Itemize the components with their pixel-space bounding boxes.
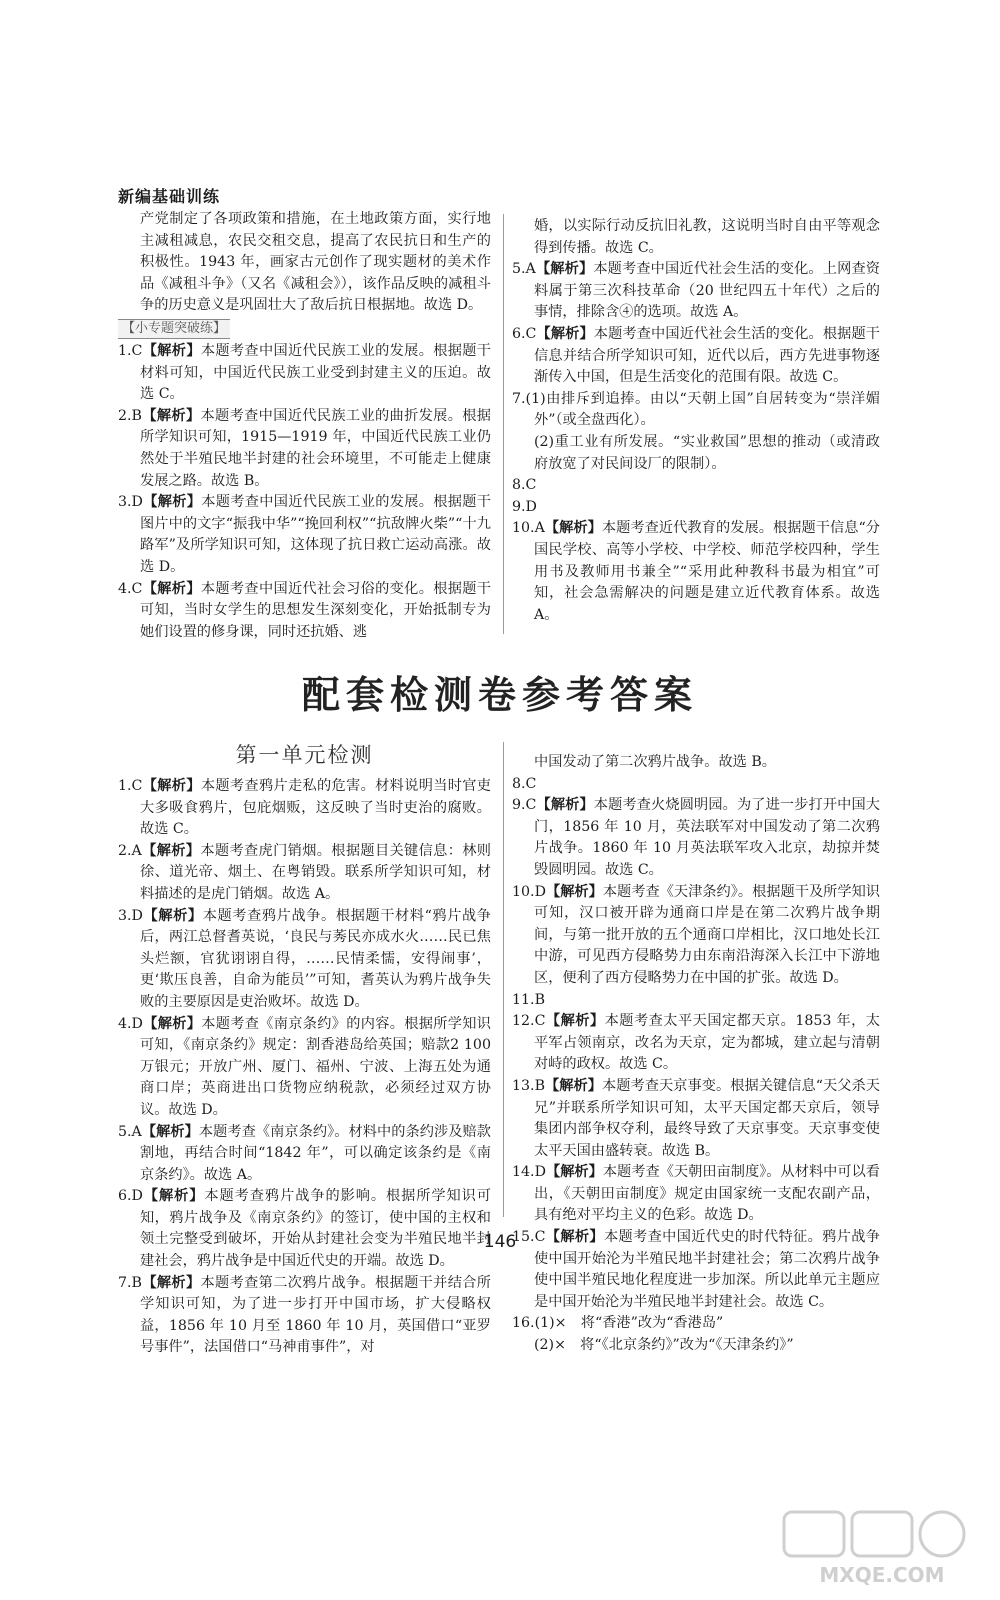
answer-continuation xyxy=(512,432,880,475)
answer-text: 本题考查虎门销烟。根据题目关键信息：林则徐、道光帝、烟土、在粤销毁。联系所学知识可知，材料描述的是虎门销烟。故选 A。 xyxy=(140,842,491,902)
answer-text: 本题考查火烧圆明园。为了进一步打开中国大门，1856 年 10 月，英法联军对中国发动了第二次鸦片战争。1860 年 10 月英法联军攻入北京，劫掠并焚毁圆明园。故选 C。 xyxy=(534,797,880,878)
analysis-tag: 【解析】 xyxy=(142,1015,202,1032)
answer-number: 2.B xyxy=(118,407,142,424)
answer-number: 8.C xyxy=(512,775,537,792)
answer-number: 16. xyxy=(512,1315,535,1332)
analysis-tag: 【解析】 xyxy=(544,520,602,537)
answer-text: 本题考查中国近代社会生活的变化。根据题干信息并结合所学知识可知，近代以后，西方先进事物逐渐传入中国，但是生活变化的范围有限。故选 C。 xyxy=(534,325,880,386)
answer-text: (2)× 将“《北京条约》”改为“《天津条约》” xyxy=(534,1337,794,1354)
answer-item xyxy=(512,475,880,497)
column-divider xyxy=(503,214,504,634)
answer-text: 婚，以实际行动反抗旧礼教，这说明当时自由平等观念得到传播。故选 C。 xyxy=(534,218,880,256)
answer-text: 本题考查第二次鸦片战争。根据题干并结合所学知识可知，为了进一步打开中国市场，扩大侵略权益，1856 年 10 月至 1860 年 10 月，英国借口“亚罗号事件”，法国借口“马神甫事件”，对 xyxy=(140,1274,491,1356)
answer-text: 中国发动了第二次鸦片战争。故选 B。 xyxy=(534,754,776,770)
answer-number: 10.D xyxy=(512,883,546,900)
analysis-tag: 【解析】 xyxy=(545,1229,604,1246)
answer-text: (1)由排斥到追捧。由以“天朝上国”自居转变为“崇洋媚外”（或全盘西化）。 xyxy=(525,390,880,429)
top-right-column xyxy=(512,216,880,626)
answer-item xyxy=(512,1011,880,1076)
answer-item xyxy=(118,906,491,1014)
answer-number: 14.D xyxy=(512,1164,546,1181)
answer-number: 4.C xyxy=(118,580,143,597)
answer-item xyxy=(512,1162,880,1227)
answer-text: 本题考查鸦片战争的影响。根据所学知识可知，鸦片战争及《南京条约》的签订，使中国的主权和领土完整受到破坏，开始从封建社会变为半殖民地半封建社会，鸦片战争是中国近代史的开端。故选 D。 xyxy=(140,1188,491,1270)
analysis-tag: 【解析】 xyxy=(142,494,202,511)
answer-number: 6.C xyxy=(512,325,537,342)
analysis-tag: 【解析】 xyxy=(545,1013,605,1030)
answer-item xyxy=(118,1014,491,1122)
analysis-tag: 【解析】 xyxy=(142,907,203,924)
answer-text: 本题考查中国近代社会习俗的变化。根据题干可知，当时女学生的思想发生深刻变化，开始抵制专为她们设置的修身课，同时还抗婚、逃 xyxy=(140,580,491,640)
answer-item xyxy=(512,389,880,432)
analysis-tag: 【解析】 xyxy=(142,342,201,359)
bottom-left-column xyxy=(118,740,491,1359)
answer-number: 1.C xyxy=(118,778,143,794)
answer-text: 本题考查《南京条约》。材料中的条约涉及赔款割地，再结合时间“1842 年”，可以确定该条约是《南京条约》。故选 A。 xyxy=(140,1123,491,1183)
answer-text: 本题考查鸦片走私的危害。材料说明当时官吏大多吸食鸦片，包庇烟贩，这反映了当时吏治的腐败。故选 C。 xyxy=(140,778,491,838)
answer-number: 13.B xyxy=(512,1077,545,1094)
answer-text: 本题考查太平天国定都天京。1853 年，太平军占领南京，改名为天京，定为都城，建立起与清朝对峙的政权。故选 C。 xyxy=(534,1013,880,1073)
answer-item xyxy=(118,1122,491,1187)
subsection-label: 【小专题突破练】 xyxy=(118,319,230,339)
answer-text: 本题考查《天津条约》。根据题干及所学知识可知，汉口被开辟为通商口岸是在第二次鸦片战争期间，与第一批开放的五个通商口岸相比，汉口地处长江中游，可见西方侵略势力由东南沿海深入长江中下游地区，便利了西方侵略势力在中国的扩张。故选 D。 xyxy=(534,883,880,986)
analysis-tag: 【解析】 xyxy=(545,1077,603,1094)
answer-text: 本题考查天京事变。根据关键信息“天父杀天兄”并联系所学知识可知，太平天国定都天京后，领导集团内部争权夺利，最终导致了天京事变。天京事变使太平天国由盛转衰。故选 B。 xyxy=(534,1077,880,1159)
column-divider-bottom xyxy=(503,742,504,1217)
answer-number: 5.A xyxy=(118,1123,142,1140)
answer-item xyxy=(512,882,880,990)
answer-item xyxy=(512,1313,880,1335)
answer-item xyxy=(118,1186,491,1272)
answer-number: 5.A xyxy=(512,261,536,278)
answer-item xyxy=(512,990,880,1012)
answer-number: 10.A xyxy=(512,520,545,537)
answer-item xyxy=(118,579,491,644)
analysis-tag: 【解析】 xyxy=(141,407,201,424)
answer-text: 本题考查鸦片战争。根据题干材料“鸦片战争后，两江总督耆英说，‘良民与莠民亦成水火……民已焦头烂额，官犹诩诩自得，……民情柔懦，安得闹事’，更‘欺压良善，自命为能员’”可知，耆英认为鸦片战争失败的主要原因是吏治败坏。故选 D。 xyxy=(140,907,491,1010)
bottom-right-column xyxy=(512,752,880,1357)
analysis-tag: 【解析】 xyxy=(545,883,603,900)
answer-item xyxy=(118,1273,491,1359)
answer-item xyxy=(512,795,880,881)
answer-continuation xyxy=(512,752,880,774)
unit-title: 第一单元检测 xyxy=(235,743,374,767)
answer-number: 1.C xyxy=(118,342,143,359)
watermark-text: MXQE.COM xyxy=(819,1563,945,1587)
analysis-tag: 【解析】 xyxy=(535,261,594,278)
answer-text: 本题考查《南京条约》的内容。根据所学知识可知，《南京条约》规定：割香港岛给英国；赔款2 100万银元；开放广州、厦门、福州、宁波、上海五处为通商口岸；英商进出口货物应纳税款，必须经过双方协议。故选 D。 xyxy=(140,1015,491,1118)
answer-number: 4.D xyxy=(118,1015,143,1032)
analysis-tag: 【解析】 xyxy=(142,1188,205,1205)
section-title: 配套检测卷参考答案 xyxy=(301,673,698,717)
answer-number: 9.C xyxy=(512,797,537,814)
answer-number: 11.B xyxy=(512,991,545,1008)
answer-item xyxy=(118,492,491,578)
answer-continuation xyxy=(512,1335,880,1357)
analysis-tag: 【解析】 xyxy=(142,580,201,597)
answer-text: 本题考查《天朝田亩制度》。从材料中可以看出，《天朝田亩制度》规定由国家统一支配农副产品，具有绝对平均主义的色彩。故选 D。 xyxy=(534,1164,880,1224)
analysis-tag: 【解析】 xyxy=(536,325,594,342)
analysis-tag: 【解析】 xyxy=(141,1274,201,1291)
answer-number: 9.D xyxy=(512,498,537,515)
answer-text: 本题考查中国近代民族工业的曲折发展。根据所学知识可知，1915—1919 年，中国近代民族工业仍然处于半殖民地半封建的社会环境里，不可能走上健康发展之路。故选 B。 xyxy=(140,407,491,489)
answer-number: 2.A xyxy=(118,842,142,859)
answer-item xyxy=(118,841,491,906)
answer-text: 本题考查中国近代民族工业的发展。根据题干图片中的文字“振我中华”“挽回利权”“抗敌牌火柴”“十九路军”及所学知识可知，这体现了抗日救亡运动高涨。故选 D。 xyxy=(140,494,491,575)
answer-item xyxy=(118,341,491,406)
top-left-column xyxy=(118,209,491,643)
answer-continuation xyxy=(512,216,880,259)
page-header: 新编基础训练 xyxy=(118,187,221,206)
answer-text: 本题考查中国近代史的时代特征。鸦片战争使中国开始沦为半殖民地半封建社会；第二次鸦片战争使中国半殖民地化程度进一步加深。所以此单元主题应是中国开始沦为半殖民地半封建社会。故选 C。 xyxy=(534,1229,880,1310)
answer-item xyxy=(512,774,880,796)
answer-item xyxy=(512,518,880,626)
analysis-tag: 【解析】 xyxy=(142,778,201,794)
answer-item xyxy=(118,776,491,841)
answer-item xyxy=(512,324,880,389)
answer-item xyxy=(512,1076,880,1162)
answer-text: 本题考查中国近代社会生活的变化。上网查资料属于第三次科技革命（20 世纪四五十年代）之后的事情，排除含④的选项。故选 A。 xyxy=(534,261,880,321)
page-number: 146 xyxy=(483,1232,517,1252)
answer-text: 本题考查近代教育的发展。根据题干信息“分国民学校、高等小学校、中学校、师范学校四种，学生用书及教师用书兼全”“采用此种教科书最为相宜”可知，社会急需解决的问题是建立近代教育体系。故选 A。 xyxy=(534,520,880,623)
answer-text: 产党制定了各项政策和措施，在土地政策方面，实行地主减租减息，农民交租交息，提高了农民抗日和生产的积极性。1943 年，画家古元创作了现实题材的美术作品《减租斗争》（又名《减租会》），该作品反映的减租斗争的历史意义是巩固壮大了敌后抗日根据地。故选 D。 xyxy=(140,211,491,314)
watermark-logo xyxy=(782,1506,982,1590)
analysis-tag: 【解析】 xyxy=(545,1164,603,1181)
answer-text: 本题考查中国近代民族工业的发展。根据题干材料可知，中国近代民族工业受到封建主义的压迫。故选 C。 xyxy=(140,342,491,403)
answer-number: 3.D xyxy=(118,907,143,924)
answer-number: 6.D xyxy=(118,1188,143,1205)
answer-item xyxy=(512,497,880,519)
answer-number: 12.C xyxy=(512,1013,546,1030)
answer-number: 15.C xyxy=(512,1229,546,1246)
answer-item xyxy=(118,406,491,492)
answer-number: 8.C xyxy=(512,477,537,494)
answer-number: 7. xyxy=(512,390,526,407)
analysis-tag: 【解析】 xyxy=(536,797,594,814)
answer-item xyxy=(512,259,880,324)
analysis-tag: 【解析】 xyxy=(141,842,201,859)
answer-text: (2)重工业有所发展。“实业救国”思想的推动（或清政府放宽了对民间设厂的限制）。 xyxy=(534,433,880,472)
answer-number: 7.B xyxy=(118,1274,142,1291)
answer-continuation xyxy=(118,209,491,317)
answer-number: 3.D xyxy=(118,494,143,511)
analysis-tag: 【解析】 xyxy=(141,1123,199,1140)
answer-text: (1)× 将“香港”改为“香港岛” xyxy=(534,1315,724,1332)
